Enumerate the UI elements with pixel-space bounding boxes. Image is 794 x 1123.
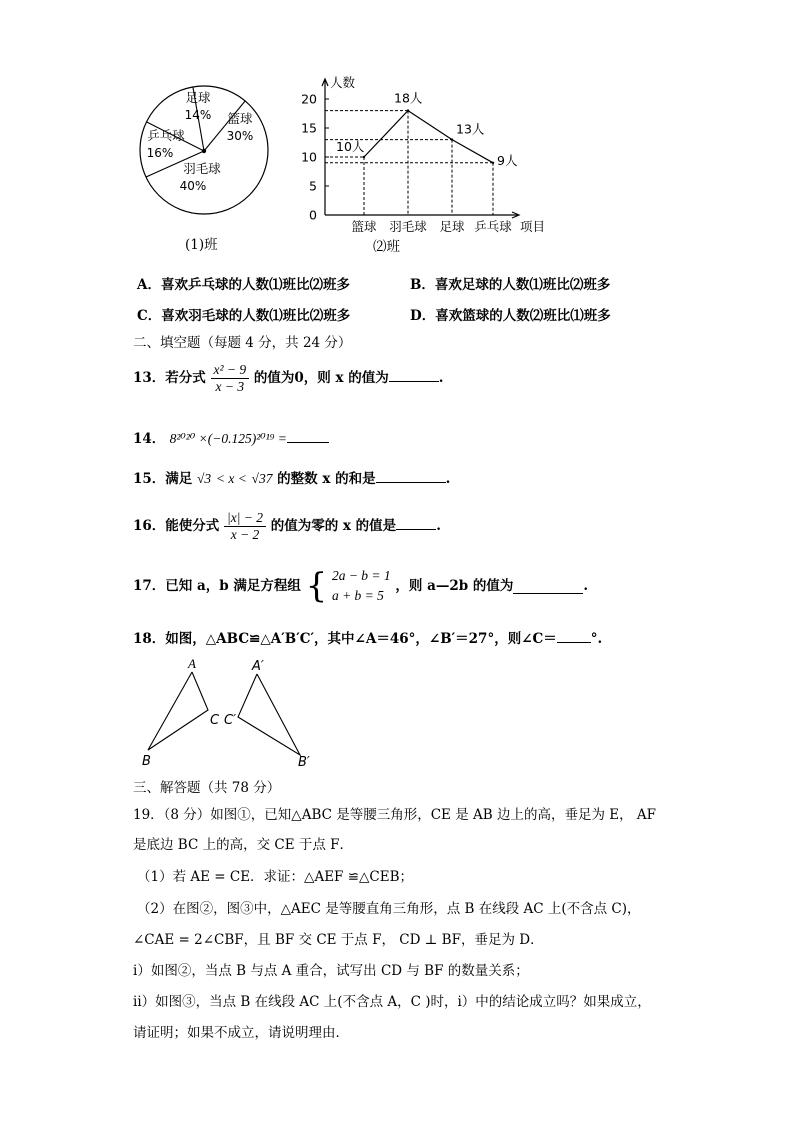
series-line: [364, 111, 493, 163]
q15-sqrt3: √3: [197, 471, 212, 486]
q16-pre: 能使分式: [165, 518, 220, 534]
q17-answer-blank[interactable]: [513, 579, 583, 594]
q13-number: 13．: [133, 370, 166, 386]
q18-number: 18．: [133, 631, 166, 647]
x-tick-label-3: 乒乓球: [474, 219, 512, 234]
q18-answer-blank[interactable]: [557, 628, 591, 643]
q13-post: 的值为0，则 x 的值为: [253, 370, 389, 386]
q13-frac-den: x − 3: [215, 379, 245, 394]
q16-frac-den: x − 2: [230, 527, 260, 542]
pie-label-pingpong: 乒乓球: [147, 128, 185, 143]
x-tick-label-2: 足球: [439, 219, 465, 234]
q16-frac-num: |x| − 2: [224, 510, 266, 527]
q18-text: 如图，△ABC≌△A′B′C′，其中∠A＝46°，∠B′＝27°，则∠C＝: [165, 631, 557, 647]
data-label-2: 13人: [456, 121, 485, 137]
label-a: A: [188, 656, 196, 671]
pie-chart: [136, 82, 276, 222]
data-label-1: 18人: [394, 90, 423, 106]
question-15: [133, 468, 450, 488]
q15-end: .: [445, 471, 451, 487]
triangle-a2b2c2: [238, 674, 300, 755]
q16-end: .: [436, 518, 441, 534]
q17-eq2: a + b = 5: [331, 588, 384, 603]
q14-answer-blank[interactable]: [287, 428, 329, 443]
line-chart: [296, 74, 556, 234]
pie-label-badminton: 羽毛球: [183, 161, 221, 176]
pie-pct-pingpong: 16%: [146, 146, 174, 160]
q13-pre: 若分式: [165, 370, 206, 386]
pie-center-dot: [202, 149, 206, 153]
x-axis-label: 项目: [520, 219, 546, 234]
y-tick-label-20: 20: [301, 91, 317, 107]
question-18: [133, 628, 602, 648]
y-tick-label-5: 5: [309, 178, 317, 194]
q19-line-7: ⅱ）如图③，当点 B 在线段 AC 上(不含点 A，C )时，ⅰ）中的结论成立吗？如果成立，: [133, 994, 651, 1010]
q15-post: 的整数 x 的和是: [277, 471, 376, 487]
x-tick-label-1: 羽毛球: [389, 219, 427, 234]
q16-post: 的值为零的 x 的值是: [270, 518, 397, 534]
y-tick-label-15: 15: [301, 120, 317, 136]
label-b-prime: B′: [298, 755, 310, 770]
pie-pct-basketball: 30%: [226, 129, 254, 143]
data-label-0: 10人: [336, 139, 365, 154]
q13-end: .: [438, 370, 444, 386]
q15-sqrt37: √37: [251, 471, 273, 486]
y-tick-label-10: 10: [301, 149, 317, 165]
pie-pct-football: 14%: [184, 108, 212, 122]
pie-pct-badminton: 40%: [179, 179, 207, 193]
label-a-prime: A′: [252, 659, 264, 674]
option-b: B．喜欢足球的人数⑴班比⑵班多: [410, 277, 611, 293]
q17-post: ，则 a—2b 的值为: [395, 578, 514, 594]
option-d: D．喜欢篮球的人数⑵班比⑴班多: [410, 308, 611, 324]
q14-number: 14．: [133, 431, 166, 447]
q19-line-6: ⅰ）如图②，当点 B 与点 A 重合，试写出 CD 与 BF 的数量关系；: [133, 963, 529, 979]
data-point-3: [492, 162, 494, 164]
y-axis-label: 人数: [330, 75, 356, 90]
q17-number: 17．: [133, 578, 166, 594]
pie-caption: (1)班: [185, 237, 218, 253]
q19-line-2: 是底边 BC 上的高，交 CE 于点 F．: [133, 837, 354, 853]
q14-expression: 8²⁰²⁰ ×(−0.125)²⁰¹⁹ =: [169, 431, 287, 446]
option-c: C．喜欢羽毛球的人数⑴班比⑵班多: [137, 308, 351, 324]
data-label-3: 9人: [497, 152, 518, 168]
q19-line-4: （2）在图②，图③中，△AEC 是等腰直角三角形，点 B 在线段 AC 上(不含点 C)，: [137, 901, 641, 917]
q17-end: .: [583, 578, 589, 594]
line-caption: ⑵班: [373, 239, 400, 255]
y-tick-label-0: 0: [309, 207, 317, 223]
q16-number: 16．: [133, 518, 166, 534]
q18-end: °.: [590, 631, 603, 647]
pie-label-basketball: 篮球: [227, 111, 253, 126]
q13-frac-num: x² − 9: [211, 362, 250, 379]
label-b: B: [142, 754, 151, 769]
option-a: A．喜欢乒乓球的人数⑴班比⑵班多: [137, 277, 350, 293]
q19-line-8: 请证明；如果不成立，请说明理由．: [133, 1025, 349, 1041]
data-point-1: [407, 109, 409, 111]
q15-pre: 满足: [165, 471, 193, 487]
q19-line-5: ∠CAE = 2∠CBF，且 BF 交 CE 于点 F， CD ⊥ BF，垂足为 D．: [133, 932, 544, 948]
q19-line-1: 19．（8 分）如图①，已知△ABC 是等腰三角形，CE 是 AB 边上的高，垂足为 E， AF: [133, 807, 657, 823]
data-point-2: [451, 138, 453, 140]
section-3-heading: 三、解答题（共 78 分）: [133, 780, 281, 796]
q17-pre: 已知 a，b 满足方程组: [165, 578, 301, 594]
q15-answer-blank[interactable]: [376, 468, 446, 483]
pie-label-football: 足球: [185, 90, 211, 105]
question-16: [133, 510, 441, 543]
section-2-heading: 二、填空题（每题 4 分，共 24 分）: [133, 335, 352, 351]
q13-answer-blank[interactable]: [389, 367, 439, 382]
triangle-figure: [136, 654, 326, 774]
question-13: [133, 362, 443, 395]
q15-ineq: < x <: [215, 471, 247, 486]
label-c: C: [210, 713, 220, 728]
q16-answer-blank[interactable]: [396, 515, 436, 530]
q17-eq1: 2a − b = 1: [331, 568, 391, 583]
label-c-prime: C′: [224, 713, 237, 728]
data-point-0: [363, 156, 365, 158]
q17-brace: {: [305, 566, 328, 606]
q17-system: [332, 566, 391, 606]
x-tick-label-0: 篮球: [351, 219, 377, 234]
question-17: [133, 566, 588, 606]
question-14: [133, 428, 329, 448]
q15-number: 15．: [133, 471, 166, 487]
triangle-abc: [148, 672, 208, 750]
q19-line-3: （1）若 AE = CE．求证：△AEF ≌△CEB；: [137, 869, 414, 885]
